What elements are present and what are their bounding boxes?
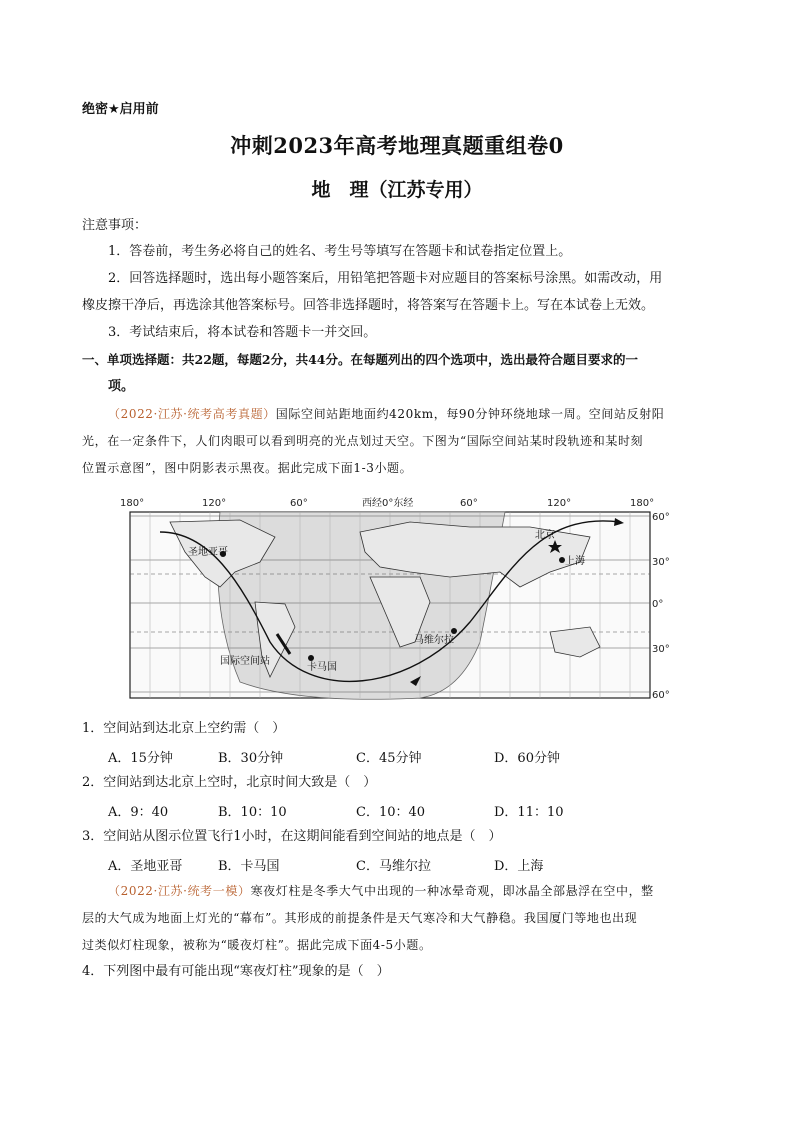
q3-option-b: B．卡马国 [218, 859, 280, 874]
passage1-line3: 位置示意图”，图中阴影表示黑夜。据此完成下面1-3小题。 [82, 461, 413, 475]
note-item-3: 3．考试结束后，将本试卷和答题卡一并交回。 [108, 325, 377, 340]
q1-option-a: A．15分钟 [108, 751, 173, 766]
lon-label-60w: 60° [290, 498, 308, 509]
q2-stem: 2．空间站到达北京上空时，北京时间大致是（ ） [82, 775, 377, 790]
q2-option-c: C．10：40 [356, 805, 426, 820]
note-item-2-cont: 橡皮擦干净后，再选涂其他答案标号。回答非选择题时，将答案写在答题卡上。写在本试卷上无效。 [82, 298, 655, 313]
q3-option-a: A．圣地亚哥 [108, 859, 183, 874]
iss-orbit-map [110, 492, 670, 708]
place-kamaguo: 卡马国 [307, 662, 337, 673]
lat-label-0: 0° [652, 599, 664, 610]
passage2-source: （2022·江苏·统考一模） [108, 884, 251, 898]
q3-option-d: D．上海 [494, 859, 544, 874]
exam-subtitle: 地 理（江苏专用） [311, 179, 483, 201]
lon-label-120e: 120° [547, 498, 572, 509]
lon-label-0: 西经0°东经 [362, 498, 414, 509]
q1-option-b: B．30分钟 [218, 751, 284, 766]
q4-stem: 4．下列图中最有可能出现“寒夜灯柱”现象的是（ ） [82, 964, 390, 979]
q3-stem: 3．空间站从图示位置飞行1小时，在这期间能看到空间站的地点是（ ） [82, 829, 502, 844]
passage1-source: （2022·江苏·统考高考真题） [108, 407, 276, 421]
lon-label-120w: 120° [202, 498, 227, 509]
place-shanghai: 上海 [565, 556, 585, 567]
lat-label-60s: 60° [652, 690, 670, 701]
lat-label-30n: 30° [652, 557, 670, 568]
passage2-line3: 过类似灯柱现象，被称为“暖夜灯柱”。据此完成下面4-5小题。 [82, 938, 432, 952]
q1-option-c: C．45分钟 [356, 751, 422, 766]
passage2-line1: （2022·江苏·统考一模）寒夜灯柱是冬季大气中出现的一种冰晕奇观，即冰晶全部悬浮在空中，整 [108, 884, 654, 898]
q1-stem: 1．空间站到达北京上空约需（ ） [82, 721, 286, 736]
passage2-line2: 层的大气成为地面上灯光的“幕布”。其形成的前提条件是天气寒冷和大气静稳。我国厦门等地也出现 [82, 911, 638, 925]
section-heading: 一、单项选择题：共22题，每题2分，共44分。在每题列出的四个选项中，选出最符合题目要求的一 [82, 352, 638, 367]
notes-heading: 注意事项： [82, 218, 148, 233]
note-item-2: 2．回答选择题时，选出每小题答案后，用铅笔把答题卡对应题目的答案标号涂黑。如需改动，用 [108, 271, 663, 286]
place-beijing: 北京 [535, 530, 555, 541]
q1-option-d: D．60分钟 [494, 751, 560, 766]
note-item-1: 1．答卷前，考生务必将自己的姓名、考生号等填写在答题卡和试卷指定位置上。 [108, 244, 572, 259]
q3-option-c: C．马维尔拉 [356, 859, 431, 874]
passage1-line1: （2022·江苏·统考高考真题）国际空间站距地面约420km，每90分钟环绕地球一周。空间站反射阳 [108, 407, 665, 421]
lat-label-60n: 60° [652, 512, 670, 523]
place-iss: 国际空间站 [220, 656, 270, 667]
lon-label-60e: 60° [460, 498, 478, 509]
lon-label-180w: 180° [120, 498, 145, 509]
q2-option-d: D．11：10 [494, 805, 564, 820]
place-mavertla: 马维尔拉 [414, 635, 454, 646]
place-san-diego: 圣地亚哥 [188, 547, 228, 558]
section-heading-cont: 项。 [108, 379, 135, 394]
secret-label: 绝密★启用前 [82, 102, 159, 117]
lon-label-180e: 180° [630, 498, 655, 509]
exam-title: 冲刺2023年高考地理真题重组卷0 [230, 133, 564, 158]
q2-option-a: A．9：40 [108, 805, 169, 820]
passage1-line2: 光，在一定条件下，人们肉眼可以看到明亮的光点划过天空。下图为“国际空间站某时段轨迹和某时刻 [82, 434, 644, 448]
q2-option-b: B．10：10 [218, 805, 287, 820]
lat-label-30s: 30° [652, 644, 670, 655]
